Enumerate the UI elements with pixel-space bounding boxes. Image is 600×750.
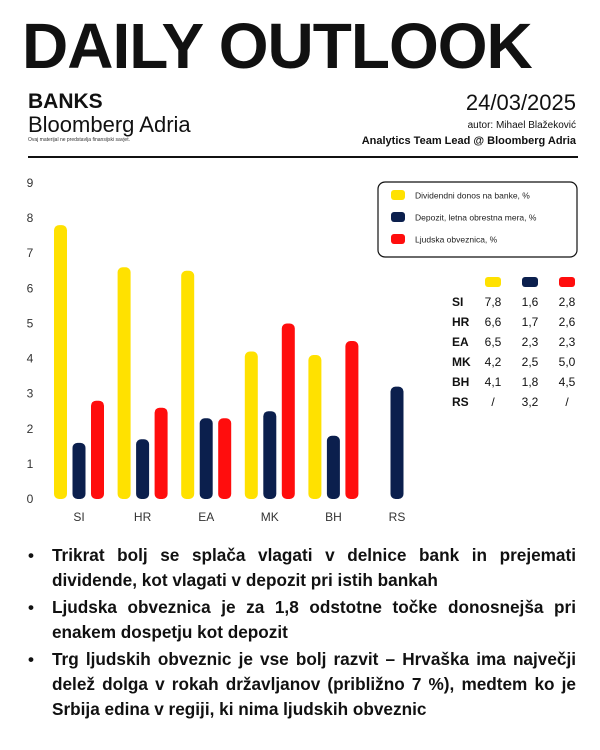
table-cell: 4,1	[484, 375, 502, 389]
report-date: 24/03/2025	[465, 90, 576, 115]
bullet-marker: •	[28, 598, 34, 617]
x-tick-label: MK	[260, 510, 279, 524]
legend-swatch	[391, 234, 405, 244]
bar-bh-series-2	[327, 436, 340, 499]
table-header-swatch	[559, 277, 575, 287]
legend-swatch	[391, 190, 405, 200]
table-cell: 2,6	[558, 315, 576, 329]
bullet-marker: •	[28, 546, 34, 565]
table-row-label: HR	[452, 315, 470, 329]
x-tick-label: BH	[325, 510, 342, 524]
y-tick-label: 7	[26, 246, 34, 261]
table-cell: 3,2	[521, 395, 539, 409]
table-cell: 1,6	[521, 295, 539, 309]
x-tick-label: SI	[73, 510, 85, 524]
table-cell: 6,5	[484, 335, 502, 349]
x-tick-label: HR	[133, 510, 152, 524]
table-cell: 1,7	[521, 315, 539, 329]
bar-bh-series-1	[308, 355, 321, 499]
y-tick-label: 4	[26, 351, 34, 366]
bar-mk-series-1	[245, 352, 258, 499]
table-cell: 2,3	[521, 335, 539, 349]
key-point	[28, 543, 576, 593]
table-row-label: MK	[452, 355, 471, 369]
table-cell: 7,8	[484, 295, 502, 309]
page-title: DAILY OUTLOOK	[22, 10, 532, 82]
table-header-swatch	[522, 277, 538, 287]
legend-label: Ljudska obveznica, %	[415, 234, 498, 245]
bar-hr-series-2	[136, 439, 149, 499]
y-tick-label: 6	[26, 281, 34, 296]
key-point-text: Trikrat bolj se splača vlagati v delnice bank in prejemati dividende, kot vlagati v depozit pri istih bankah	[52, 545, 576, 590]
y-tick-label: 5	[26, 316, 34, 331]
table-cell: 1,8	[521, 375, 539, 389]
key-point-text: Ljudska obveznica je za 1,8 odstotne točke donosnejša pri enakem dospetju kot depozit	[52, 597, 576, 642]
bullet-marker: •	[28, 650, 34, 669]
table-cell: 2,8	[558, 295, 576, 309]
bar-mk-series-2	[263, 411, 276, 499]
bar-ea-series-2	[200, 418, 213, 499]
table-row-label: SI	[452, 295, 464, 309]
bar-ea-series-3	[218, 418, 231, 499]
disclaimer: Ovaj materijal ne predstavlja finansijski savjet.	[28, 137, 130, 143]
table-cell: 5,0	[558, 355, 576, 369]
legend-swatch	[391, 212, 405, 222]
table-row-label: RS	[452, 395, 469, 409]
y-tick-label: 2	[26, 421, 34, 436]
bar-chart	[0, 165, 600, 535]
legend-label: Dividendni donos na banke, %	[415, 190, 530, 201]
table-cell: 4,5	[558, 375, 576, 389]
y-tick-label: 3	[26, 386, 34, 401]
key-point	[28, 595, 576, 645]
table-cell: 2,3	[558, 335, 576, 349]
bar-hr-series-3	[155, 408, 168, 499]
bar-hr-series-1	[118, 267, 131, 499]
y-tick-label: 8	[26, 211, 34, 226]
header-divider	[28, 156, 578, 158]
key-point-text: Trg ljudskih obveznic je vse bolj razvit – Hrvaška ima največji delež dolga v rokah državljanov (približno 7 %), medtem ko je Srbija edina v regiji, ki nima ljudskih obveznic	[52, 649, 576, 719]
key-points	[28, 543, 576, 724]
x-tick-label: RS	[388, 510, 406, 524]
table-row-label: EA	[452, 335, 469, 349]
bar-bh-series-3	[345, 341, 358, 499]
section-label: BANKS	[28, 90, 103, 113]
table-cell: 6,6	[484, 315, 502, 329]
bar-si-series-1	[54, 225, 67, 499]
x-tick-label: EA	[198, 510, 215, 524]
table-cell: 4,2	[484, 355, 502, 369]
y-tick-label: 0	[26, 492, 34, 506]
table-cell: 2,5	[521, 355, 539, 369]
table-header-swatch	[485, 277, 501, 287]
bar-si-series-2	[73, 443, 86, 499]
bar-mk-series-3	[282, 323, 295, 499]
y-tick-label: 1	[26, 456, 34, 471]
author-role: Analytics Team Lead @ Bloomberg Adria	[361, 135, 576, 147]
table-cell: /	[565, 395, 569, 409]
bar-ea-series-1	[181, 271, 194, 499]
key-point	[28, 647, 576, 722]
bar-rs-series-2	[391, 387, 404, 499]
y-tick-label: 9	[26, 176, 34, 190]
table-cell: /	[491, 395, 495, 409]
legend-label: Depozit, letna obrestna mera, %	[415, 212, 537, 223]
bar-si-series-3	[91, 401, 104, 499]
author: autor: Mihael Blažeković	[467, 120, 576, 131]
table-row-label: BH	[452, 375, 470, 389]
brand-name: Bloomberg Adria	[28, 112, 191, 137]
